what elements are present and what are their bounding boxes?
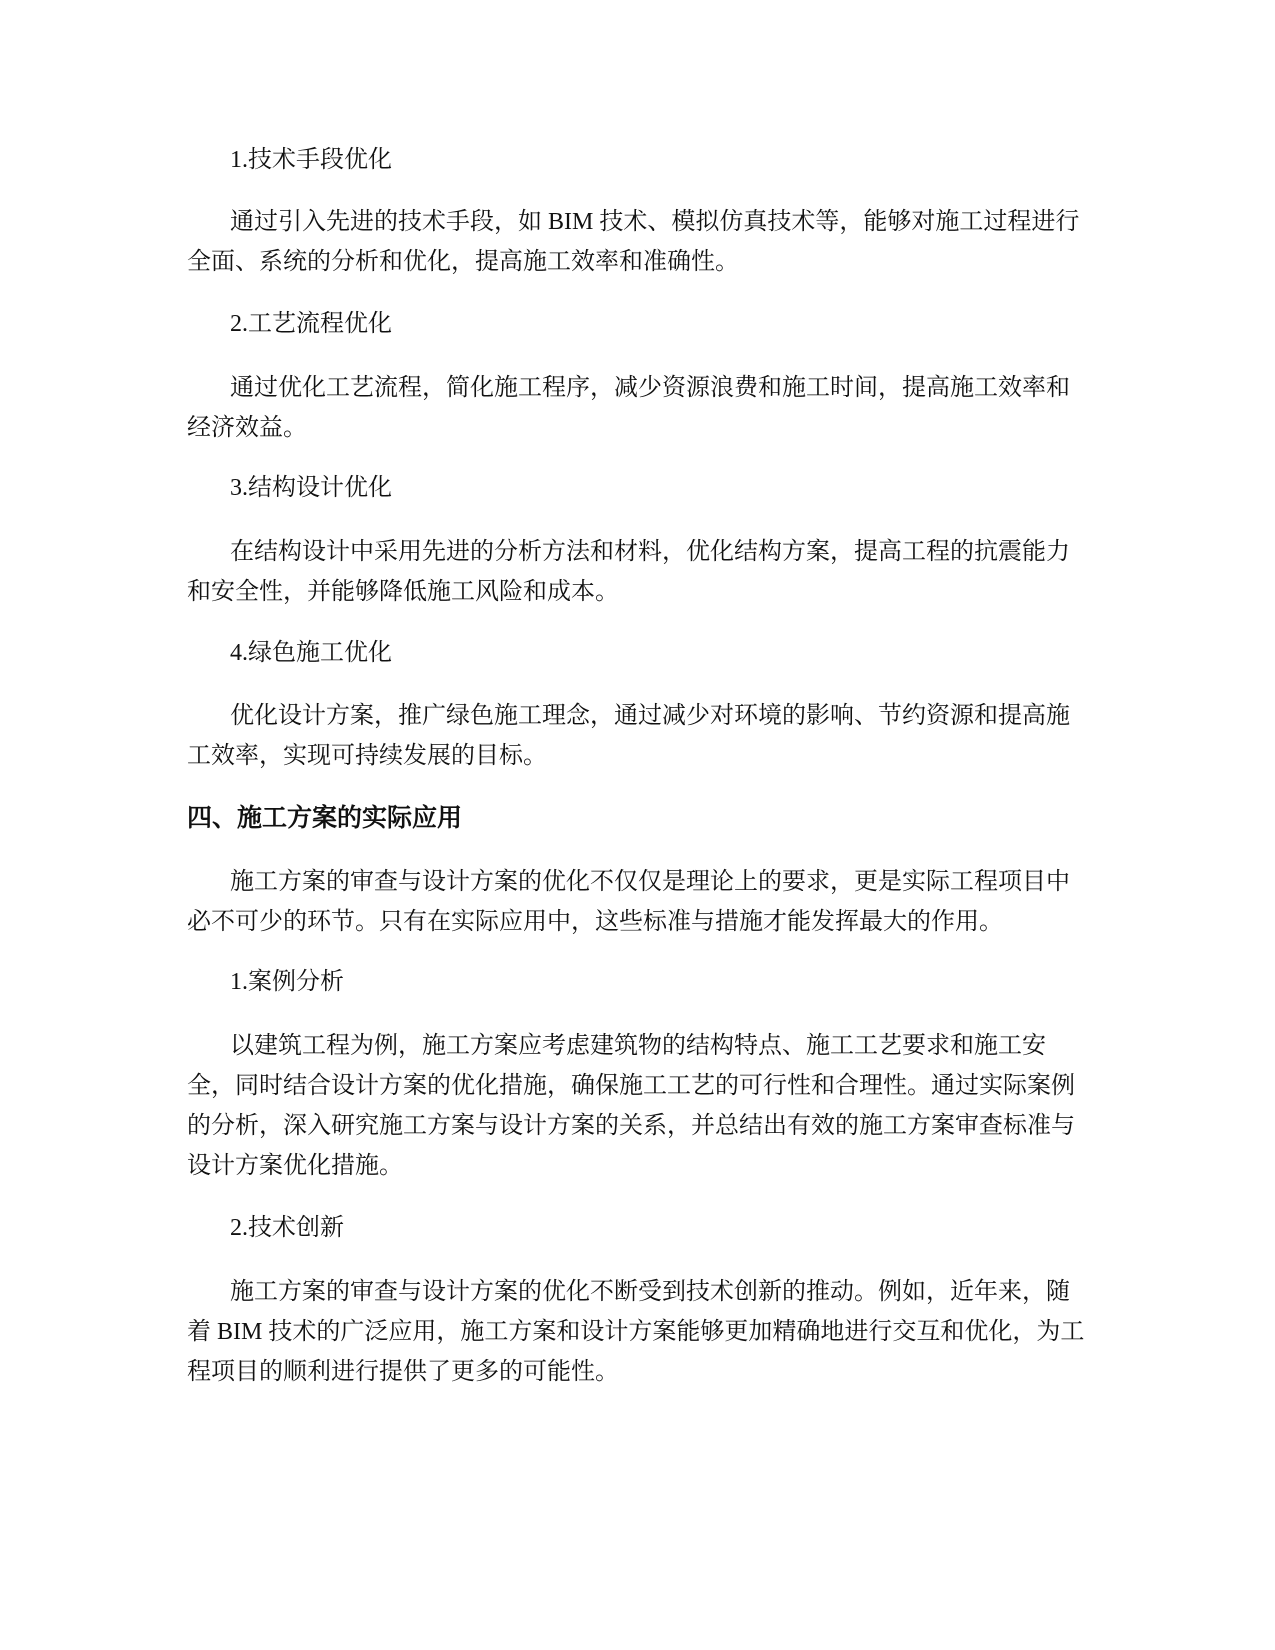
section-body-green-construction: 优化设计方案，推广绿色施工理念，通过减少对环境的影响、节约资源和提高施工效率，实现可持续发展的目标。 bbox=[187, 703, 1070, 769]
item-body-case-analysis: 以建筑工程为例，施工方案应考虑建筑物的结构特点、施工工艺要求和施工安全，同时结合设计方案的优化措施，确保施工工艺的可行性和合理性。通过实际案例的分析，深入研究施工方案与设计方案的关系，并总结出有效的施工方案审查标准与设计方案优化措施。 bbox=[187, 1033, 1075, 1179]
chapter-heading: 四、施工方案的实际应用 bbox=[187, 803, 463, 832]
section-title-green-construction: 4.绿色施工优化 bbox=[230, 640, 392, 666]
section-body-process-flow: 通过优化工艺流程，简化施工程序，减少资源浪费和施工时间，提高施工效率和经济效益。 bbox=[187, 375, 1070, 441]
item-body-tech-innovation: 施工方案的审查与设计方案的优化不断受到技术创新的推动。例如，近年来，随着 BIM 技术的广泛应用，施工方案和设计方案能够更加精确地进行交互和优化，为工程项目的顺利进行提供了更多的可能性。 bbox=[187, 1279, 1085, 1385]
section-title-process-flow: 2.工艺流程优化 bbox=[230, 311, 392, 337]
section-title-technical-means: 1.技术手段优化 bbox=[230, 147, 392, 173]
item-title-tech-innovation: 2.技术创新 bbox=[230, 1215, 344, 1241]
section-body-structural-design: 在结构设计中采用先进的分析方法和材料，优化结构方案，提高工程的抗震能力和安全性，并能够降低施工风险和成本。 bbox=[187, 539, 1070, 605]
chapter-intro-paragraph: 施工方案的审查与设计方案的优化不仅仅是理论上的要求，更是实际工程项目中必不可少的环节。只有在实际应用中，这些标准与措施才能发挥最大的作用。 bbox=[187, 869, 1070, 935]
item-title-case-analysis: 1.案例分析 bbox=[230, 969, 344, 995]
section-title-structural-design: 3.结构设计优化 bbox=[230, 475, 392, 501]
section-body-technical-means: 通过引入先进的技术手段，如 BIM 技术、模拟仿真技术等，能够对施工过程进行全面、系统的分析和优化，提高施工效率和准确性。 bbox=[187, 209, 1080, 275]
